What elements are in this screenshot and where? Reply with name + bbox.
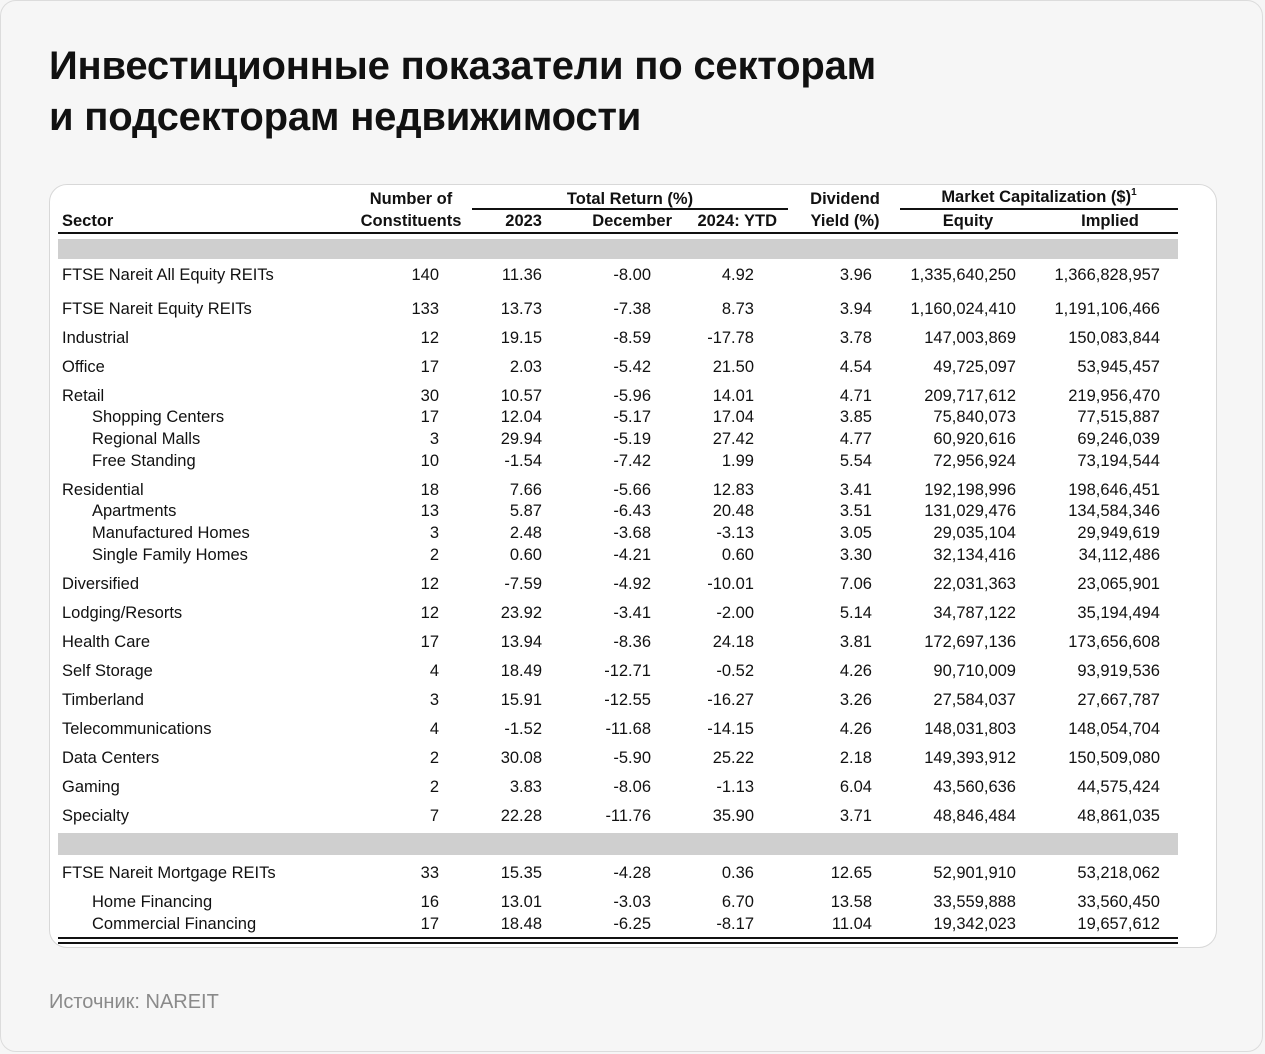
constituents-cell: 2	[429, 778, 439, 796]
return-december-cell: -7.42	[613, 452, 651, 470]
sector-name-cell: Health Care	[62, 633, 151, 651]
equity-cap-cell: 60,920,616	[933, 430, 1016, 448]
equity-cap-cell: 29,035,104	[933, 524, 1016, 542]
table-row	[0, 356, 1265, 378]
return-ytd-cell: 12.83	[712, 481, 754, 499]
return-ytd-cell: -10.01	[707, 575, 754, 593]
dividend-yield-cell: 5.54	[839, 452, 872, 470]
equity-cap-cell: 1,160,024,410	[910, 300, 1016, 318]
dividend-yield-cell: 3.81	[839, 633, 872, 651]
sector-name-cell: Telecommunications	[62, 720, 212, 738]
dividend-yield-cell: 11.04	[831, 915, 872, 933]
return-2023-cell: 15.35	[500, 864, 542, 882]
sector-name-cell: Regional Malls	[92, 430, 201, 448]
return-ytd-cell: 35.90	[712, 807, 754, 825]
return-2023-cell: 2.03	[509, 358, 542, 376]
return-ytd-cell: 6.70	[721, 893, 754, 911]
return-december-cell: -8.59	[613, 329, 651, 347]
return-2023-cell: 13.94	[500, 633, 542, 651]
return-december-cell: -12.71	[604, 662, 651, 680]
header-bottom-rule	[58, 232, 1178, 234]
sector-name-cell: Single Family Homes	[92, 546, 248, 564]
implied-cap-cell: 173,656,608	[1068, 633, 1160, 651]
sector-name-cell: Diversified	[62, 575, 140, 593]
return-2023-cell: -1.52	[504, 720, 542, 738]
equity-cap-cell: 72,956,924	[933, 452, 1016, 470]
return-ytd-cell: 0.36	[721, 864, 754, 882]
equity-cap-cell: 75,840,073	[933, 408, 1016, 426]
table-row	[0, 544, 1265, 566]
table-row	[0, 718, 1265, 740]
return-ytd-cell: 25.22	[712, 749, 754, 767]
shaded-band-middle	[58, 833, 1178, 855]
equity-cap-cell: 19,342,023	[933, 915, 1016, 933]
market-cap-footnote: 1	[1131, 187, 1137, 198]
equity-cap-cell: 22,031,363	[933, 575, 1016, 593]
return-2023-cell: 13.73	[500, 300, 542, 318]
implied-cap-cell: 1,191,106,466	[1054, 300, 1160, 318]
constituents-cell: 12	[420, 575, 439, 593]
return-ytd-cell: -1.13	[716, 778, 754, 796]
equity-cap-cell: 172,697,136	[924, 633, 1016, 651]
constituents-cell: 3	[429, 691, 439, 709]
constituents-cell: 33	[420, 864, 439, 882]
implied-cap-cell: 150,509,080	[1068, 749, 1160, 767]
sector-name-cell: Lodging/Resorts	[62, 604, 183, 622]
constituents-cell: 12	[420, 329, 439, 347]
table-row	[0, 406, 1265, 428]
return-ytd-cell: -16.27	[707, 691, 754, 709]
return-2023-cell: -1.54	[504, 452, 542, 470]
sector-name-cell: Home Financing	[92, 893, 213, 911]
dividend-yield-cell: 12.65	[830, 864, 872, 882]
table-row	[0, 602, 1265, 624]
implied-cap-cell: 33,560,450	[1077, 893, 1160, 911]
implied-cap-cell: 150,083,844	[1068, 329, 1160, 347]
table-row	[0, 776, 1265, 798]
header-implied: Implied	[1081, 212, 1139, 230]
header-constituents-bottom: Constituents	[360, 212, 462, 230]
dividend-yield-cell: 13.58	[830, 893, 872, 911]
constituents-cell: 10	[420, 452, 439, 470]
market-cap-underline	[900, 208, 1178, 210]
implied-cap-cell: 53,945,457	[1077, 358, 1160, 376]
header-market-cap-label: Market Capitalization ($)	[941, 188, 1132, 206]
implied-cap-cell: 1,366,828,957	[1054, 266, 1160, 284]
dividend-yield-cell: 6.04	[839, 778, 872, 796]
implied-cap-cell: 29,949,619	[1077, 524, 1160, 542]
header-market-cap	[900, 187, 1178, 207]
return-december-cell: -3.41	[613, 604, 651, 622]
dividend-yield-cell: 3.71	[839, 807, 872, 825]
title-line-1: Инвестиционные показатели по секторам	[49, 44, 877, 88]
dividend-yield-cell: 3.94	[839, 300, 872, 318]
constituents-cell: 2	[429, 546, 439, 564]
return-december-cell: -4.21	[613, 546, 651, 564]
return-2023-cell: 13.01	[500, 893, 542, 911]
dividend-yield-cell: 4.71	[839, 387, 872, 405]
table-row	[0, 428, 1265, 450]
equity-cap-cell: 52,901,910	[933, 864, 1016, 882]
table-row	[0, 298, 1265, 320]
sector-name-cell: Gaming	[62, 778, 120, 796]
constituents-cell: 133	[411, 300, 439, 318]
return-december-cell: -5.19	[613, 430, 651, 448]
table-row	[0, 327, 1265, 349]
return-2023-cell: 12.04	[500, 408, 542, 426]
sector-name-cell: FTSE Nareit Mortgage REITs	[62, 864, 276, 882]
dividend-yield-cell: 3.51	[839, 502, 872, 520]
return-2023-cell: 23.92	[500, 604, 542, 622]
footer-rule-2	[58, 942, 1178, 944]
return-ytd-cell: -17.78	[707, 329, 754, 347]
implied-cap-cell: 93,919,536	[1077, 662, 1160, 680]
return-2023-cell: 3.83	[509, 778, 542, 796]
return-december-cell: -8.00	[613, 266, 651, 284]
equity-cap-cell: 48,846,484	[933, 807, 1016, 825]
implied-cap-cell: 73,194,544	[1077, 452, 1160, 470]
sector-name-cell: FTSE Nareit All Equity REITs	[62, 266, 274, 284]
return-december-cell: -8.36	[613, 633, 651, 651]
table-row	[0, 805, 1265, 827]
equity-cap-cell: 43,560,636	[933, 778, 1016, 796]
total-return-underline	[472, 208, 788, 210]
dividend-yield-cell: 4.26	[839, 662, 872, 680]
return-ytd-cell: 17.04	[712, 408, 754, 426]
implied-cap-cell: 77,515,887	[1077, 408, 1160, 426]
return-december-cell: -11.76	[605, 807, 651, 825]
constituents-cell: 140	[411, 266, 439, 284]
equity-cap-cell: 34,787,122	[933, 604, 1016, 622]
return-december-cell: -6.25	[613, 915, 651, 933]
return-december-cell: -7.38	[613, 300, 651, 318]
implied-cap-cell: 19,657,612	[1077, 915, 1160, 933]
footer-rule-1	[58, 937, 1178, 939]
implied-cap-cell: 35,194,494	[1077, 604, 1160, 622]
equity-cap-cell: 131,029,476	[924, 502, 1016, 520]
return-december-cell: -3.68	[613, 524, 651, 542]
return-ytd-cell: -14.15	[707, 720, 754, 738]
return-december-cell: -5.42	[613, 358, 651, 376]
return-december-cell: -12.55	[604, 691, 651, 709]
return-december-cell: -3.03	[613, 893, 651, 911]
equity-cap-cell: 209,717,612	[924, 387, 1016, 405]
equity-cap-cell: 49,725,097	[933, 358, 1016, 376]
table-row	[0, 479, 1265, 501]
return-ytd-cell: 1.99	[721, 452, 754, 470]
constituents-cell: 18	[420, 481, 439, 499]
dividend-yield-cell: 2.18	[839, 749, 872, 767]
sector-name-cell: Apartments	[92, 502, 177, 520]
return-2023-cell: -7.59	[504, 575, 542, 593]
implied-cap-cell: 44,575,424	[1077, 778, 1160, 796]
return-ytd-cell: 20.48	[712, 502, 754, 520]
return-ytd-cell: -2.00	[716, 604, 754, 622]
sector-name-cell: Specialty	[62, 807, 129, 825]
implied-cap-cell: 53,218,062	[1077, 864, 1160, 882]
header-equity: Equity	[942, 212, 994, 230]
equity-cap-cell: 148,031,803	[924, 720, 1016, 738]
return-ytd-cell: 4.92	[721, 266, 754, 284]
dividend-yield-cell: 7.06	[839, 575, 872, 593]
table-row	[0, 747, 1265, 769]
return-december-cell: -5.96	[613, 387, 651, 405]
constituents-cell: 17	[420, 633, 439, 651]
table-row	[0, 522, 1265, 544]
implied-cap-cell: 23,065,901	[1077, 575, 1160, 593]
table-row	[0, 385, 1265, 407]
sector-name-cell: Commercial Financing	[92, 915, 257, 933]
return-december-cell: -6.43	[613, 502, 651, 520]
implied-cap-cell: 69,246,039	[1077, 430, 1160, 448]
sector-name-cell: Office	[62, 358, 105, 376]
header-constituents-top: Number of	[369, 190, 453, 208]
header-2023: 2023	[505, 212, 542, 230]
equity-cap-cell: 27,584,037	[933, 691, 1016, 709]
return-december-cell: -4.28	[613, 864, 651, 882]
constituents-cell: 4	[429, 720, 439, 738]
constituents-cell: 7	[429, 807, 439, 825]
dividend-yield-cell: 4.26	[839, 720, 872, 738]
constituents-cell: 13	[420, 502, 439, 520]
return-ytd-cell: -3.13	[716, 524, 754, 542]
dividend-yield-cell: 4.54	[839, 358, 872, 376]
table-row	[0, 450, 1265, 472]
sector-name-cell: Self Storage	[62, 662, 153, 680]
dividend-yield-cell: 3.96	[839, 266, 872, 284]
return-december-cell: -11.68	[605, 720, 651, 738]
constituents-cell: 17	[420, 358, 439, 376]
return-ytd-cell: 21.50	[712, 358, 754, 376]
return-2023-cell: 18.48	[500, 915, 542, 933]
constituents-cell: 12	[420, 604, 439, 622]
dividend-yield-cell: 3.78	[839, 329, 872, 347]
implied-cap-cell: 148,054,704	[1068, 720, 1160, 738]
implied-cap-cell: 134,584,346	[1068, 502, 1160, 520]
header-dividend-top: Dividend	[810, 190, 880, 208]
table-row	[0, 862, 1265, 884]
constituents-cell: 2	[429, 749, 439, 767]
constituents-cell: 4	[429, 662, 439, 680]
implied-cap-cell: 27,667,787	[1077, 691, 1160, 709]
return-2023-cell: 5.87	[509, 502, 542, 520]
constituents-cell: 17	[420, 408, 439, 426]
return-2023-cell: 7.66	[509, 481, 542, 499]
equity-cap-cell: 147,003,869	[924, 329, 1016, 347]
table-row	[0, 660, 1265, 682]
equity-cap-cell: 33,559,888	[933, 893, 1016, 911]
dividend-yield-cell: 5.14	[839, 604, 872, 622]
dividend-yield-cell: 3.05	[839, 524, 872, 542]
equity-cap-cell: 32,134,416	[933, 546, 1016, 564]
return-ytd-cell: 0.60	[721, 546, 754, 564]
return-december-cell: -8.06	[613, 778, 651, 796]
implied-cap-cell: 219,956,470	[1068, 387, 1160, 405]
table-row	[0, 631, 1265, 653]
return-2023-cell: 19.15	[500, 329, 542, 347]
title-line-2: и подсекторам недвижимости	[49, 95, 642, 139]
return-ytd-cell: -8.17	[716, 915, 754, 933]
return-2023-cell: 10.57	[500, 387, 542, 405]
constituents-cell: 16	[420, 893, 439, 911]
return-2023-cell: 18.49	[500, 662, 542, 680]
constituents-cell: 30	[420, 387, 439, 405]
return-ytd-cell: 27.42	[712, 430, 754, 448]
shaded-band-top	[58, 239, 1178, 259]
dividend-yield-cell: 4.77	[839, 430, 872, 448]
header-total-return: Total Return (%)	[566, 190, 694, 208]
header-sector: Sector	[62, 212, 114, 230]
constituents-cell: 17	[420, 915, 439, 933]
return-december-cell: -5.17	[613, 408, 651, 426]
header-dividend-bottom: Yield (%)	[810, 212, 880, 230]
return-2023-cell: 2.48	[509, 524, 542, 542]
sector-name-cell: Retail	[62, 387, 105, 405]
return-december-cell: -4.92	[613, 575, 651, 593]
return-ytd-cell: 24.18	[712, 633, 754, 651]
return-ytd-cell: 14.01	[712, 387, 754, 405]
return-ytd-cell: 8.73	[721, 300, 754, 318]
sector-name-cell: FTSE Nareit Equity REITs	[62, 300, 252, 318]
dividend-yield-cell: 3.41	[839, 481, 872, 499]
dividend-yield-cell: 3.26	[839, 691, 872, 709]
sector-name-cell: Data Centers	[62, 749, 160, 767]
equity-cap-cell: 149,393,912	[924, 749, 1016, 767]
sector-name-cell: Shopping Centers	[92, 408, 225, 426]
constituents-cell: 3	[429, 524, 439, 542]
table-row	[0, 913, 1265, 935]
implied-cap-cell: 48,861,035	[1077, 807, 1160, 825]
constituents-cell: 3	[429, 430, 439, 448]
equity-cap-cell: 1,335,640,250	[910, 266, 1016, 284]
sector-name-cell: Industrial	[62, 329, 129, 347]
sector-name-cell: Residential	[62, 481, 144, 499]
return-2023-cell: 15.91	[500, 691, 542, 709]
return-december-cell: -5.66	[613, 481, 651, 499]
implied-cap-cell: 198,646,451	[1068, 481, 1160, 499]
source-note: Источник: NAREIT	[49, 991, 219, 1013]
table-row	[0, 264, 1265, 286]
page-title	[49, 41, 1049, 143]
header-ytd: 2024: YTD	[697, 212, 777, 230]
dividend-yield-cell: 3.30	[839, 546, 872, 564]
sector-name-cell: Timberland	[62, 691, 144, 709]
return-2023-cell: 0.60	[509, 546, 542, 564]
equity-cap-cell: 192,198,996	[924, 481, 1016, 499]
dividend-yield-cell: 3.85	[839, 408, 872, 426]
return-2023-cell: 11.36	[501, 266, 542, 284]
sector-name-cell: Manufactured Homes	[92, 524, 250, 542]
table-row	[0, 689, 1265, 711]
table-row	[0, 891, 1265, 913]
return-2023-cell: 29.94	[500, 430, 542, 448]
header-december: December	[592, 212, 672, 230]
return-2023-cell: 30.08	[500, 749, 542, 767]
table-row	[0, 500, 1265, 522]
return-2023-cell: 22.28	[500, 807, 542, 825]
return-ytd-cell: -0.52	[716, 662, 754, 680]
table-row	[0, 573, 1265, 595]
equity-cap-cell: 90,710,009	[933, 662, 1016, 680]
sector-name-cell: Free Standing	[92, 452, 196, 470]
return-december-cell: -5.90	[613, 749, 651, 767]
implied-cap-cell: 34,112,486	[1078, 546, 1160, 564]
